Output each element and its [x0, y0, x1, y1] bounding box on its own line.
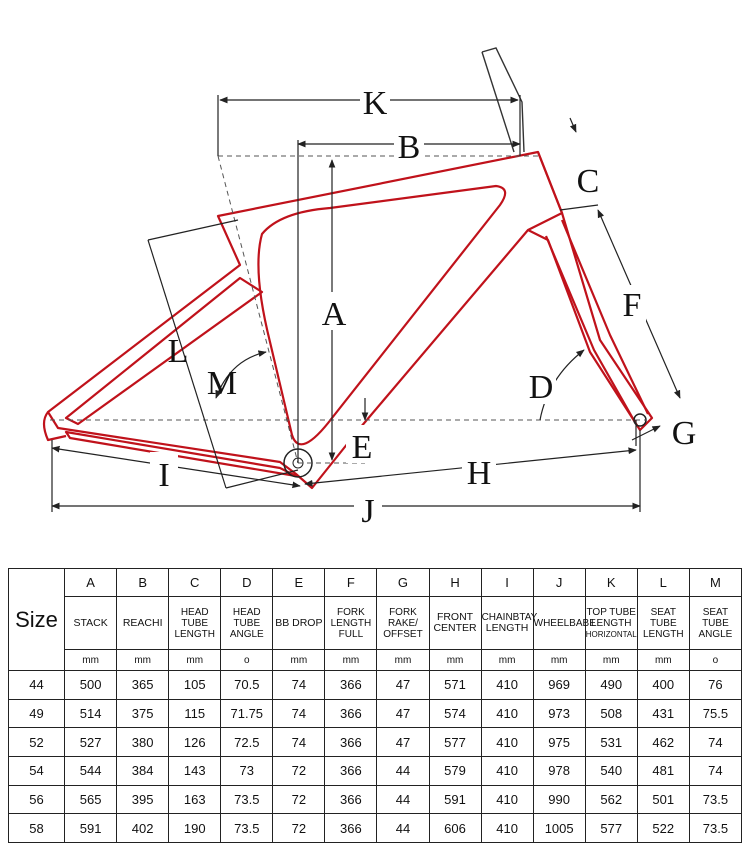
- column-name-line: RAKE/: [387, 617, 418, 629]
- column-name: [117, 597, 169, 650]
- label-m: M: [206, 365, 238, 402]
- column-name-line: CHAINBTAY: [481, 612, 538, 623]
- column-unit: mm: [65, 650, 117, 671]
- table-row: [9, 785, 742, 814]
- value-cell: 74: [689, 728, 741, 757]
- column-name: [325, 597, 377, 650]
- value-cell: 410: [481, 757, 533, 786]
- value-cell: 410: [481, 699, 533, 728]
- value-cell: 47: [377, 699, 429, 728]
- value-cell: 73.5: [689, 814, 741, 843]
- value-cell: 74: [273, 699, 325, 728]
- value-cell: 75.5: [689, 699, 741, 728]
- column-name-line: SEAT: [702, 606, 729, 618]
- column-name: [169, 597, 221, 650]
- value-cell: 431: [637, 699, 689, 728]
- column-name-line: TOP TUBE: [586, 606, 636, 618]
- column-name-line: LENGTH: [485, 622, 529, 634]
- column-letter: E: [273, 569, 325, 597]
- label-a: A: [321, 296, 347, 333]
- column-name: [65, 597, 117, 650]
- value-cell: 384: [117, 757, 169, 786]
- column-name: [377, 597, 429, 650]
- value-cell: 72: [273, 785, 325, 814]
- value-cell: 562: [585, 785, 637, 814]
- column-unit: o: [221, 650, 273, 671]
- value-cell: 366: [325, 785, 377, 814]
- value-cell: 490: [585, 671, 637, 700]
- value-cell: 508: [585, 699, 637, 728]
- value-cell: 579: [429, 757, 481, 786]
- dim-c: [560, 205, 598, 210]
- value-cell: 606: [429, 814, 481, 843]
- table-row: [9, 728, 742, 757]
- column-unit: o: [689, 650, 741, 671]
- value-cell: 514: [65, 699, 117, 728]
- column-name-line: STACK: [73, 616, 108, 629]
- value-cell: 73: [221, 757, 273, 786]
- value-cell: 1005: [533, 814, 585, 843]
- column-name-line: HEAD: [180, 606, 209, 618]
- value-cell: 115: [169, 699, 221, 728]
- value-cell: 72: [273, 757, 325, 786]
- value-cell: 395: [117, 785, 169, 814]
- size-cell: 49: [9, 699, 65, 728]
- value-cell: 540: [585, 757, 637, 786]
- value-cell: 73.5: [221, 814, 273, 843]
- column-unit: mm: [481, 650, 533, 671]
- value-cell: 571: [429, 671, 481, 700]
- value-cell: 143: [169, 757, 221, 786]
- column-unit: mm: [533, 650, 585, 671]
- value-cell: 565: [65, 785, 117, 814]
- value-cell: 522: [637, 814, 689, 843]
- column-unit: mm: [637, 650, 689, 671]
- column-name-line: LENGTH: [590, 617, 632, 629]
- value-cell: 366: [325, 699, 377, 728]
- value-cell: 990: [533, 785, 585, 814]
- value-cell: 70.5: [221, 671, 273, 700]
- column-name: [481, 597, 538, 650]
- value-cell: 366: [325, 757, 377, 786]
- value-cell: 76: [689, 671, 741, 700]
- value-cell: 531: [585, 728, 637, 757]
- column-unit: mm: [273, 650, 325, 671]
- letter-row: [9, 569, 742, 597]
- column-name-line: BB DROP: [275, 616, 323, 629]
- size-cell: 58: [9, 814, 65, 843]
- label-k: K: [362, 85, 388, 122]
- label-g: G: [671, 415, 697, 452]
- column-name-line: FORK: [389, 606, 417, 618]
- label-l: L: [167, 333, 189, 370]
- size-cell: 44: [9, 671, 65, 700]
- value-cell: 74: [273, 671, 325, 700]
- column-name-line: TUBE: [649, 617, 677, 629]
- value-cell: 481: [637, 757, 689, 786]
- column-letter: L: [637, 569, 689, 597]
- value-cell: 44: [377, 785, 429, 814]
- value-cell: 591: [65, 814, 117, 843]
- size-header: Size: [9, 569, 65, 671]
- value-cell: 402: [117, 814, 169, 843]
- value-cell: 501: [637, 785, 689, 814]
- column-letter: C: [169, 569, 221, 597]
- value-cell: 544: [65, 757, 117, 786]
- column-letter: A: [65, 569, 117, 597]
- column-name: [429, 597, 481, 650]
- column-unit: mm: [169, 650, 221, 671]
- value-cell: 71.75: [221, 699, 273, 728]
- column-letter: I: [481, 569, 533, 597]
- column-letter: B: [117, 569, 169, 597]
- column-name: [221, 597, 273, 650]
- column-letter: D: [221, 569, 273, 597]
- column-unit: mm: [585, 650, 637, 671]
- column-name-line: HORIZONTAL: [585, 629, 637, 639]
- value-cell: 47: [377, 728, 429, 757]
- value-cell: 400: [637, 671, 689, 700]
- column-name-line: FULL: [338, 628, 364, 640]
- dimension-labels: [150, 82, 696, 530]
- value-cell: 126: [169, 728, 221, 757]
- value-cell: 973: [533, 699, 585, 728]
- value-cell: 47: [377, 671, 429, 700]
- column-unit: mm: [325, 650, 377, 671]
- value-cell: 73.5: [689, 785, 741, 814]
- size-cell: 56: [9, 785, 65, 814]
- value-cell: 366: [325, 728, 377, 757]
- value-cell: 574: [429, 699, 481, 728]
- column-name-line: REACHI: [122, 616, 163, 629]
- value-cell: 74: [273, 728, 325, 757]
- column-name-line: HEAD: [232, 606, 261, 618]
- column-name-line: LENGTH: [330, 617, 372, 629]
- value-cell: 591: [429, 785, 481, 814]
- table-row: [9, 814, 742, 843]
- column-name-line: TUBE: [702, 617, 729, 629]
- name-row: [9, 597, 742, 650]
- table-row: [9, 757, 742, 786]
- label-f: F: [622, 287, 642, 324]
- value-cell: 72.5: [221, 728, 273, 757]
- geometry-table: [8, 568, 742, 843]
- value-cell: 72: [273, 814, 325, 843]
- column-name-line: LENGTH: [174, 628, 215, 640]
- column-name-line: OFFSET: [383, 628, 423, 640]
- table-row: [9, 699, 742, 728]
- column-name: [689, 597, 741, 650]
- unit-row: [9, 650, 742, 671]
- value-cell: 163: [169, 785, 221, 814]
- column-name: [585, 597, 637, 650]
- label-j: J: [361, 493, 375, 530]
- label-b: B: [397, 129, 421, 166]
- column-letter: F: [325, 569, 377, 597]
- size-cell: 54: [9, 757, 65, 786]
- value-cell: 410: [481, 671, 533, 700]
- value-cell: 190: [169, 814, 221, 843]
- value-cell: 44: [377, 814, 429, 843]
- value-cell: 527: [65, 728, 117, 757]
- column-letter: G: [377, 569, 429, 597]
- column-name-line: ANGLE: [229, 628, 264, 640]
- column-name: [637, 597, 689, 650]
- column-name-line: TUBE: [233, 617, 261, 629]
- column-letter: H: [429, 569, 481, 597]
- column-name-line: SEAT: [650, 606, 676, 618]
- column-name-line: LENGTH: [643, 628, 684, 640]
- column-name-line: FRONT: [436, 611, 474, 623]
- value-cell: 969: [533, 671, 585, 700]
- table-row: [9, 671, 742, 700]
- label-i: I: [158, 457, 170, 494]
- value-cell: 410: [481, 814, 533, 843]
- column-name-line: WHEELBABE: [533, 617, 596, 629]
- value-cell: 462: [637, 728, 689, 757]
- column-letter: K: [585, 569, 637, 597]
- column-unit: mm: [377, 650, 429, 671]
- value-cell: 380: [117, 728, 169, 757]
- label-c: C: [576, 163, 600, 200]
- label-h: H: [466, 455, 492, 492]
- column-unit: mm: [429, 650, 481, 671]
- value-cell: 410: [481, 785, 533, 814]
- value-cell: 375: [117, 699, 169, 728]
- value-cell: 500: [65, 671, 117, 700]
- column-unit: mm: [117, 650, 169, 671]
- value-cell: 366: [325, 671, 377, 700]
- value-cell: 73.5: [221, 785, 273, 814]
- column-letter: J: [533, 569, 585, 597]
- value-cell: 577: [429, 728, 481, 757]
- value-cell: 978: [533, 757, 585, 786]
- column-name: [273, 597, 325, 650]
- column-letter: M: [689, 569, 741, 597]
- column-name-line: TUBE: [181, 617, 209, 629]
- label-d: D: [528, 369, 554, 406]
- label-e: E: [351, 429, 373, 466]
- value-cell: 105: [169, 671, 221, 700]
- value-cell: 365: [117, 671, 169, 700]
- value-cell: 44: [377, 757, 429, 786]
- column-name: [533, 597, 596, 650]
- column-name-line: CENTER: [433, 622, 477, 634]
- value-cell: 410: [481, 728, 533, 757]
- value-cell: 366: [325, 814, 377, 843]
- column-name-line: FORK: [337, 606, 365, 618]
- size-cell: 52: [9, 728, 65, 757]
- value-cell: 74: [689, 757, 741, 786]
- column-name-line: ANGLE: [698, 628, 733, 640]
- value-cell: 975: [533, 728, 585, 757]
- value-cell: 577: [585, 814, 637, 843]
